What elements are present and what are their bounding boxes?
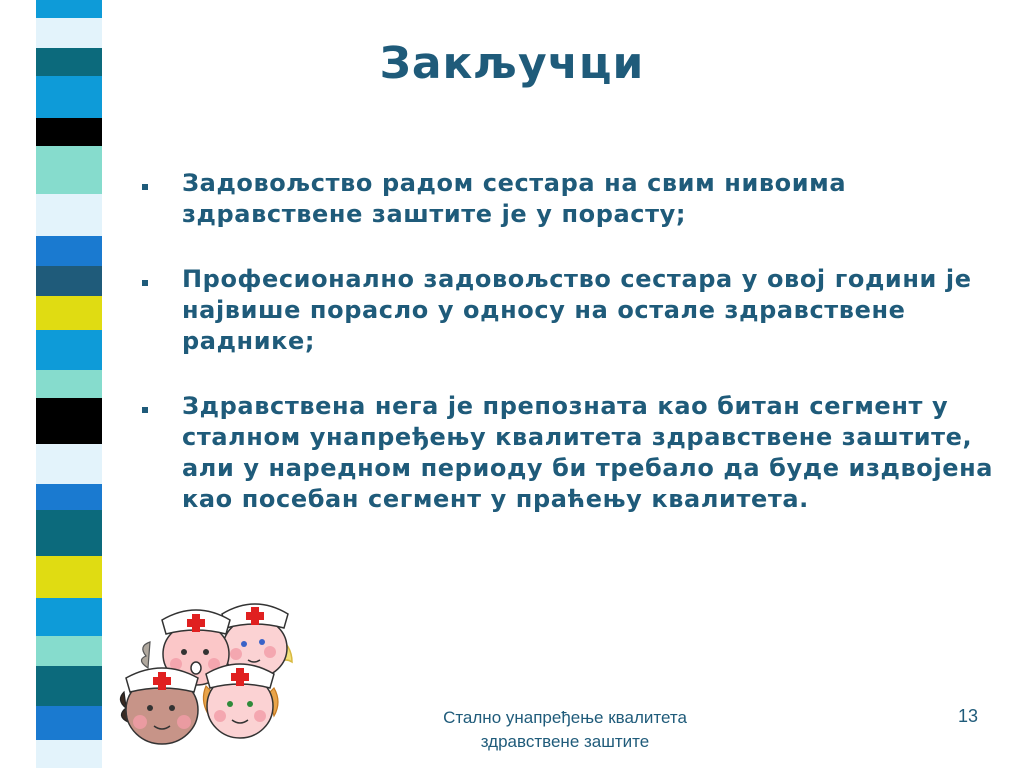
bullet-text: Професионално задовољство сестара у овој години је највише порасло у односу на остале здравствене раднике; [182, 265, 972, 355]
footer-text [400, 706, 730, 754]
stripe [36, 740, 102, 768]
list-item [140, 391, 1010, 515]
nurse-face-icon [203, 664, 278, 738]
stripe [36, 0, 102, 18]
stripe [36, 398, 102, 444]
stripe [36, 146, 102, 194]
footer-line: Стално унапређење квалитета [443, 708, 687, 727]
nurse-face-icon [120, 668, 198, 744]
bullet-text: Задовољство радом сестара на свим нивоима здравствене заштите је у порасту; [182, 169, 847, 228]
footer-line: здравствене заштите [480, 732, 650, 751]
stripe [36, 370, 102, 398]
decorative-stripe-band [36, 0, 102, 768]
stripe [36, 598, 102, 636]
page-number: 13 [958, 706, 979, 726]
list-item [140, 264, 1010, 357]
list-item [140, 168, 1010, 230]
bullet-marker-icon [142, 280, 148, 286]
stripe [36, 666, 102, 706]
bullet-marker-icon [142, 407, 148, 413]
stripe [36, 556, 102, 598]
bullet-text: Здравствена нега је препозната као битан сегмент у сталном унапређењу квалитета здравствене заштите, али у наредном периоду би требало да буде издвојена као посебан сегмент у праћењу квалитета. [182, 392, 994, 513]
bullet-list [140, 168, 1010, 549]
stripe [36, 706, 102, 740]
slide-title: Закључци [379, 38, 645, 89]
stripe [36, 266, 102, 296]
stripe [36, 296, 102, 330]
stripe [36, 330, 102, 370]
bullet-marker-icon [142, 184, 148, 190]
stripe [36, 118, 102, 146]
stripe [36, 444, 102, 484]
nurses-illustration-icon [110, 582, 310, 752]
stripe [36, 236, 102, 266]
stripe [36, 510, 102, 556]
stripe [36, 194, 102, 236]
stripe [36, 636, 102, 666]
stripe [36, 484, 102, 510]
